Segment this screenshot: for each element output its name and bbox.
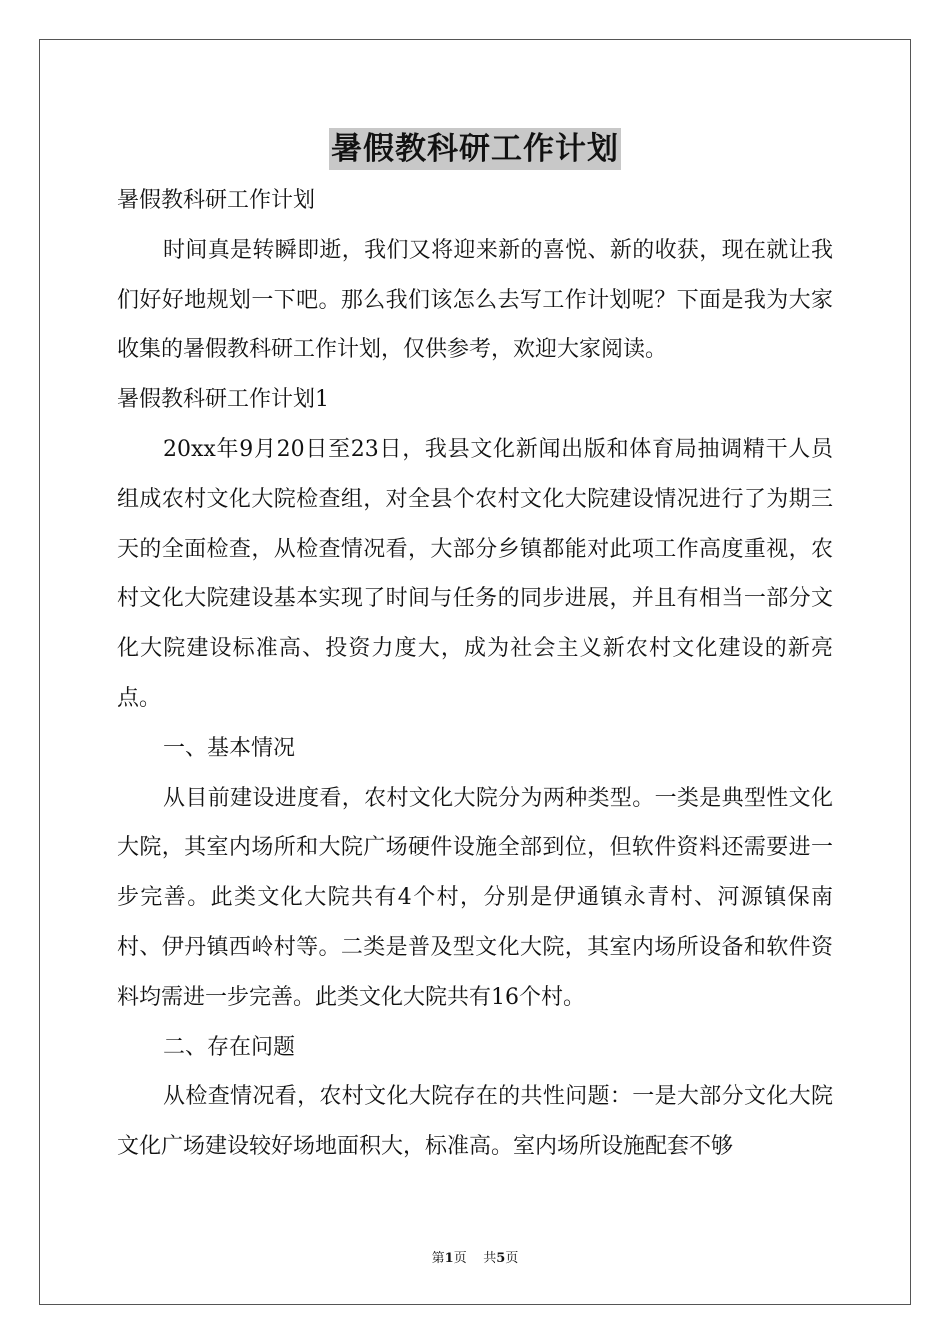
document-body xyxy=(117,176,833,1172)
paragraph: 时间真是转瞬即逝，我们又将迎来新的喜悦、新的收获，现在就让我们好好地规划一下吧。那么我们该怎么去写工作计划呢？下面是我为大家收集的暑假教科研工作计划，仅供参考，欢迎大家阅读。 xyxy=(117,237,833,363)
page-footer xyxy=(0,1247,950,1266)
page-prefix: 第 xyxy=(431,1251,445,1266)
page-total: 5 xyxy=(496,1251,506,1266)
page-label: 页 xyxy=(453,1251,467,1266)
title-container xyxy=(0,128,950,170)
paragraph: 一、基本情况 xyxy=(163,735,296,761)
paragraph: 二、存在问题 xyxy=(163,1034,296,1060)
document-title: 暑假教科研工作计划 xyxy=(329,128,621,170)
paragraph: 从检查情况看，农村文化大院存在的共性问题：一是大部分文化大院文化广场建设较好场地面积大，标准高。室内场所设施配套不够 xyxy=(117,1084,833,1160)
total-label: 页 xyxy=(505,1251,519,1266)
total-prefix: 共 xyxy=(483,1251,497,1266)
page-current: 1 xyxy=(444,1251,454,1266)
paragraph: 从目前建设进度看，农村文化大院分为两种类型。一类是典型性文化大院，其室内场所和大院广场硬件设施全部到位，但软件资料还需要进一步完善。此类文化大院共有4个村，分别是伊通镇永青村、河源镇保南村、伊丹镇西岭村等。二类是普及型文化大院，其室内场所设备和软件资料均需进一步完善。此类文化大院共有16个村。 xyxy=(117,785,833,1010)
paragraph: 暑假教科研工作计划1 xyxy=(117,387,329,413)
paragraph: 暑假教科研工作计划 xyxy=(117,188,316,213)
paragraph: 20xx年9月20日至23日，我县文化新闻出版和体育局抽调精干人员组成农村文化大院检查组，对全县个农村文化大院建设情况进行了为期三天的全面检查，从检查情况看，大部分乡镇都能对此项工作高度重视，农村文化大院建设基本实现了时间与任务的同步进展，并且有相当一部分文化大院建设标准高、投资力度大，成为社会主义新农村文化建设的新亮点。 xyxy=(117,436,833,711)
